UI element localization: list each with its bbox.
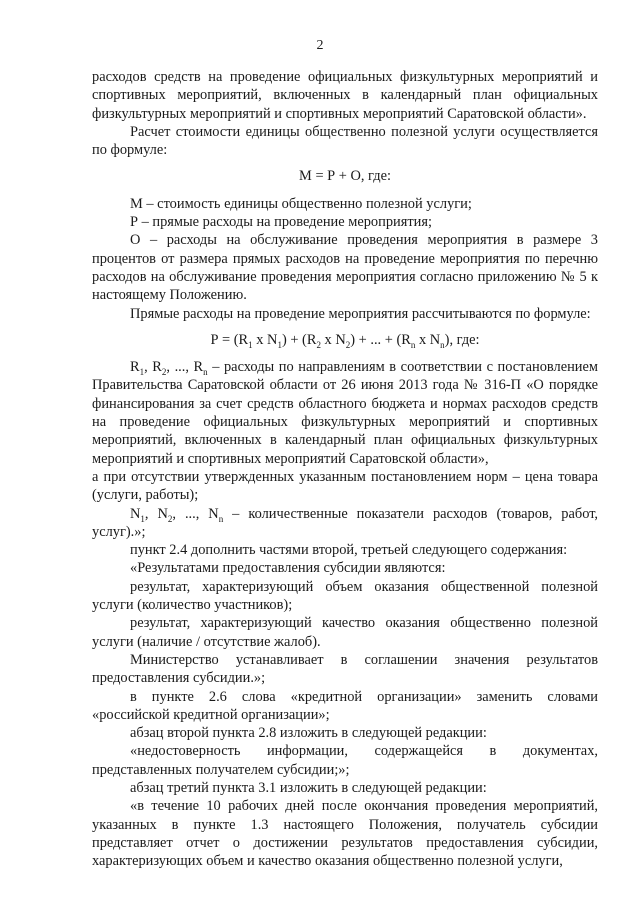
paragraph: абзац второй пункта 2.8 изложить в следующей редакции: (130, 725, 487, 742)
formula-part: x N (415, 331, 441, 348)
paragraph: Министерство устанавливает в соглашении значения результатов предоставления субсидии.»; (92, 651, 598, 687)
formula-p (92, 331, 598, 349)
subscript: 1 (139, 367, 145, 378)
formula-m: М = Р + О, где: (299, 168, 391, 185)
subscript: 2 (167, 513, 173, 524)
formula-subscript: 1 (248, 339, 253, 350)
paragraph: Расчет стоимости единицы общественно полезной услуги осуществляется по формуле: (92, 123, 598, 159)
text-part: – количественные показатели расходов (товаров, работ, услуг).»; (92, 505, 598, 540)
text-part: , R (144, 359, 162, 376)
subscript: 1 (140, 513, 145, 524)
paragraph: результат, характеризующий объем оказания общественной полезной услуги (количество участников); (92, 578, 598, 614)
paragraph: а при отсутствии утвержденных указанным постановлением норм – цена товара (услуги, работы); (92, 468, 598, 504)
text-part: R (130, 359, 140, 376)
formula-part: x N (252, 331, 278, 348)
text-part: N (130, 505, 141, 522)
paragraph-r-definition (92, 358, 598, 468)
paragraph: Прямые расходы на проведение мероприятия рассчитываются по формуле: (130, 305, 591, 322)
paragraph: расходов средств на проведение официальных физкультурных мероприятий и спортивных мероприятий, включенных в календарный план официальных физкультурных мероприятий и спортивных мероприятий Саратовской области». (92, 69, 598, 122)
subscript: n (218, 513, 224, 524)
text-part: , N (144, 505, 168, 522)
paragraph: пункт 2.4 дополнить частями второй, третьей следующего содержания: (130, 542, 568, 559)
paragraph: «недостоверность информации, содержащейся в документах, представленных получателем субсидии;»; (92, 743, 598, 778)
paragraph: результат, характеризующий качество оказания общественно полезной услуги (наличие / отсутствие жалоб). (92, 615, 598, 650)
subscript: 2 (161, 367, 167, 378)
paragraph: «в течение 10 рабочих дней после окончания проведения мероприятий, указанных в пункте 1.3 настоящего Положения, получатель субсидии представляет отчет о достижении результатов предоставления субсидии, характеризующих объем и качество оказания общественно полезной услуги, (92, 798, 598, 870)
formula-part: ), где: (444, 331, 480, 348)
formula-subscript: n (440, 339, 445, 350)
page-number: 2 (316, 38, 324, 53)
formula-subscript: 2 (316, 339, 321, 350)
formula-subscript: 1 (277, 339, 282, 350)
formula-part: ) + ... + (R (350, 331, 411, 348)
paragraph: О – расходы на обслуживание проведения мероприятия в размере 3 процентов от размера прямых расходов на проведение мероприятия по перечню расходов на обслуживание проведения мероприятия согласно приложению № 5 к настоящему Положению. (92, 232, 598, 304)
formula-subscript: n (410, 339, 416, 350)
subscript: n (203, 367, 208, 378)
formula-part: ) + (R (281, 331, 317, 348)
text-part: , ..., N (172, 505, 219, 522)
formula-subscript: 2 (345, 339, 351, 350)
paragraph-n-definition (92, 505, 598, 542)
paragraph: абзац третий пункта 3.1 изложить в следующей редакции: (130, 779, 487, 796)
paragraph: М – стоимость единицы общественно полезной услуги; (130, 195, 472, 212)
formula-part: Р = (R (210, 331, 249, 348)
text-part: – расходы по направлениям в соответствии с постановлением Правительства Саратовской области от 26 июня 2013 года № 316-П «О порядке финансирования за счет средств областного бюджета и нормах расходов средств на проведение официальных физкультурных мероприятий и спортивных мероприятий, включенных в календарный план официальных физкультурных мероприятий и спортивных мероприятий Саратовской области», (92, 359, 598, 467)
formula-part: x N (320, 331, 346, 348)
text-part: , ..., R (166, 359, 204, 376)
paragraph: «Результатами предоставления субсидии являются: (130, 560, 446, 577)
paragraph: в пункте 2.6 слова «кредитной организации» заменить словами «российской кредитной организации»; (92, 688, 598, 723)
paragraph: Р – прямые расходы на проведение мероприятия; (130, 214, 432, 231)
